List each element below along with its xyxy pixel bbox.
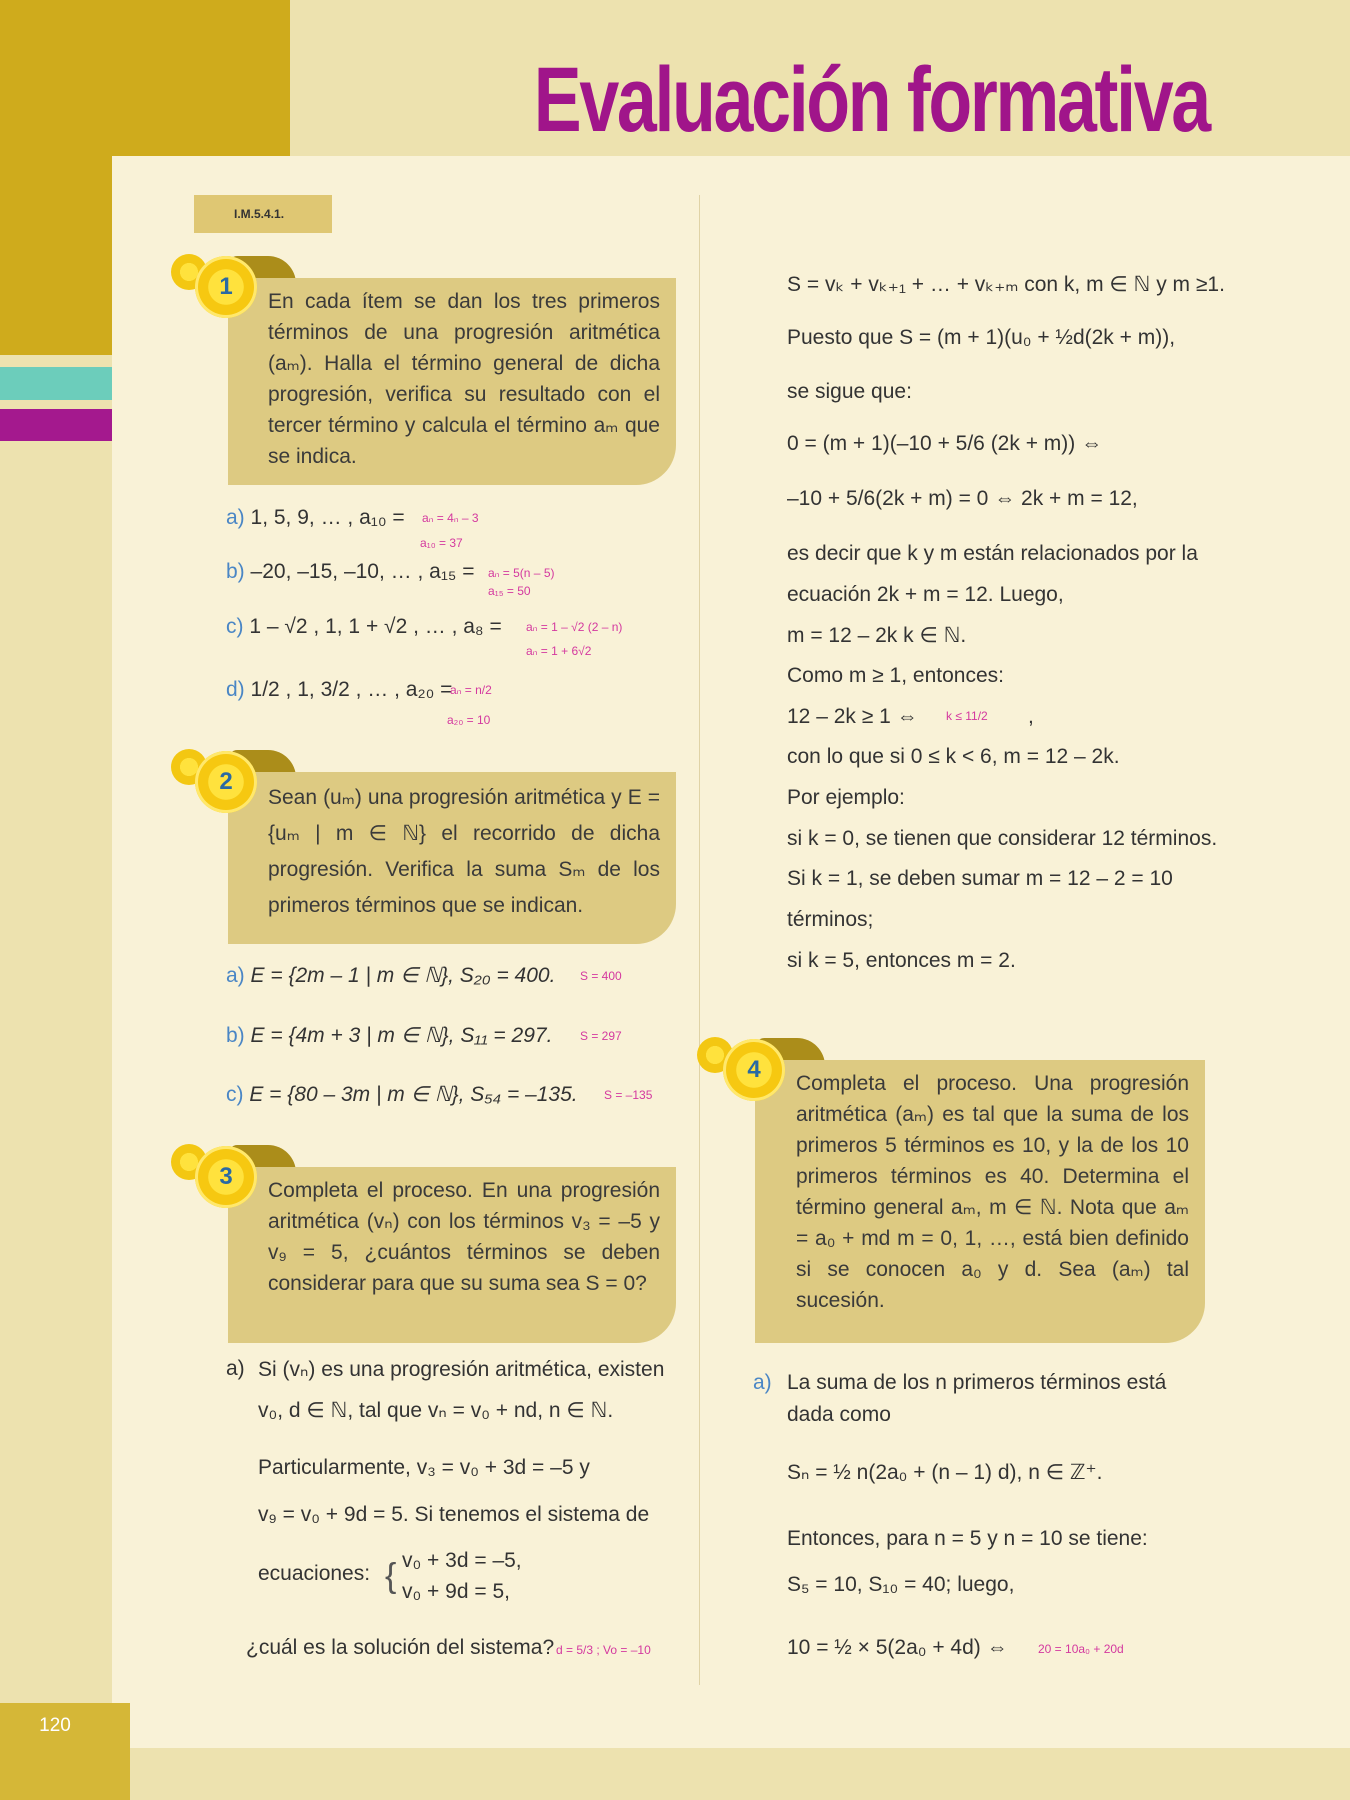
task-3-eq-1: v₀ + 3d = –5, xyxy=(402,1549,522,1572)
right-line-15: Si k = 1, se deben sumar m = 12 – 2 = 10 xyxy=(787,867,1173,890)
right-line-5: –10 + 5/6(2k + m) = 0 ⇔ 2k + m = 12, xyxy=(787,487,1138,510)
page-number: 120 xyxy=(39,1715,71,1736)
task-1-item-a: a) 1, 5, 9, … , a₁₀ = xyxy=(226,506,405,529)
task-2-box: Sean (uₘ) una progresión aritmética y E = {uₘ | m ∈ ℕ} el recorrido de dicha progresión. Verifica la suma Sₘ de los primeros términos que se indican. xyxy=(228,772,676,944)
task-4-line-2: dada como xyxy=(787,1403,891,1426)
right-line-16: términos; xyxy=(787,908,874,931)
task-4-line-3: Sₙ = ½ n(2a₀ + (n – 1) d), n ∈ ℤ⁺. xyxy=(787,1461,1103,1484)
task-4-answer: 20 = 10a₀ + 20d xyxy=(1038,1642,1124,1656)
task-2-badge: 2 xyxy=(195,751,257,813)
column-divider xyxy=(699,195,700,1685)
task-3-box: Completa el proceso. En una progresión aritmética (vₙ) con los términos v₃ = –5 y v₉ = 5, ¿cuántos términos se deben considerar para que su suma sea S = 0? xyxy=(228,1167,676,1343)
right-line-4: 0 = (m + 1)(–10 + 5/6 (2k + m)) ⇔ xyxy=(787,432,1103,455)
task-1-badge: 1 xyxy=(195,256,257,318)
teal-band xyxy=(0,367,112,400)
right-line-10: 12 – 2k ≥ 1 ⇔ xyxy=(787,705,918,728)
task-3-line-3: Particularmente, v₃ = v₀ + 3d = –5 y xyxy=(258,1456,590,1479)
right-line-8: m = 12 – 2k k ∈ ℕ. xyxy=(787,624,967,647)
task-3-eq-2: v₀ + 9d = 5, xyxy=(402,1580,510,1603)
right-line-3: se sigue que: xyxy=(787,380,912,403)
task-1-item-a-answer: aₙ = 4ₙ – 3 xyxy=(422,511,479,525)
task-1-item-c-answer: aₙ = 1 – √2 (2 – n) xyxy=(526,620,623,634)
task-1-item-c-answer2: aₙ = 1 + 6√2 xyxy=(526,644,592,658)
task-2-item-b-answer: S = 297 xyxy=(580,1029,622,1043)
right-line-17: si k = 5, entonces m = 2. xyxy=(787,949,1016,972)
task-1-item-b-answer: aₙ = 5(n – 5) xyxy=(488,566,555,580)
task-3-brace: { xyxy=(385,1557,397,1595)
task-4-box: Completa el proceso. Una progresión aritmética (aₘ) es tal que la suma de los primeros 5 términos es 10, y la de los 10 primeros términos es 40. Determina el término general aₘ, m ∈ ℕ. Nota que aₘ = a₀ + md m = 0, 1, …, está bien definido si se conocen a₀ y d. Sea (aₘ) tal sucesión. xyxy=(755,1060,1205,1343)
task-2-item-b: b) E = {4m + 3 | m ∈ ℕ}, S₁₁ = 297. xyxy=(226,1024,553,1047)
task-1-item-b: b) –20, –15, –10, … , a₁₅ = xyxy=(226,560,475,583)
right-answer: k ≤ 11/2 xyxy=(946,709,988,723)
task-1-item-b-answer2: a₁₅ = 50 xyxy=(488,584,531,598)
right-line-12: con lo que si 0 ≤ k < 6, m = 12 – 2k. xyxy=(787,745,1120,768)
right-line-9: Como m ≥ 1, entonces: xyxy=(787,664,1004,687)
task-3-line-8: ¿cuál es la solución del sistema? xyxy=(246,1636,555,1659)
task-2-item-c: c) E = {80 – 3m | m ∈ ℕ}, S₅₄ = –135. xyxy=(226,1083,578,1106)
task-1-item-d: d) 1/2 , 1, 3/2 , … , a₂₀ = xyxy=(226,678,453,701)
task-4-label-a: a) xyxy=(753,1371,772,1394)
page-title: Evaluación formativa xyxy=(533,49,1209,151)
task-1-item-c: c) 1 – √2 , 1, 1 + √2 , … , a₈ = xyxy=(226,615,502,638)
right-line-1: S = vₖ + vₖ₊₁ + … + vₖ₊ₘ con k, m ∈ ℕ y m ≥1. xyxy=(787,273,1225,296)
right-line-11: , xyxy=(1028,705,1034,728)
task-3-line-1: Si (vₙ) es una progresión aritmética, existen xyxy=(258,1358,665,1381)
right-line-6: es decir que k y m están relacionados por la xyxy=(787,542,1198,565)
task-3-answer: d = 5/3 ; Vo = –10 xyxy=(556,1643,651,1657)
task-1-item-a-answer2: a₁₀ = 37 xyxy=(420,536,463,550)
task-4-line-4: Entonces, para n = 5 y n = 10 se tiene: xyxy=(787,1527,1148,1550)
right-line-7: ecuación 2k + m = 12. Luego, xyxy=(787,583,1064,606)
right-line-14: si k = 0, se tienen que considerar 12 términos. xyxy=(787,827,1218,850)
magenta-band xyxy=(0,409,112,441)
task-3-label-a: a) xyxy=(226,1357,245,1380)
task-2-item-c-answer: S = –135 xyxy=(604,1088,653,1102)
task-4-line-6: 10 = ½ × 5(2a₀ + 4d) ⇔ xyxy=(787,1636,1008,1659)
task-3-line-4: v₉ = v₀ + 9d = 5. Si tenemos el sistema de xyxy=(258,1503,650,1526)
task-4-line-5: S₅ = 10, S₁₀ = 40; luego, xyxy=(787,1573,1015,1596)
right-line-13: Por ejemplo: xyxy=(787,786,905,809)
right-line-2: Puesto que S = (m + 1)(u₀ + ½d(2k + m)), xyxy=(787,326,1176,349)
task-4-line-1: La suma de los n primeros términos está xyxy=(787,1371,1167,1394)
indicator-code: I.M.5.4.1. xyxy=(194,195,332,233)
task-2-item-a: a) E = {2m – 1 | m ∈ ℕ}, S₂₀ = 400. xyxy=(226,964,556,987)
task-1-item-d-answer2: a₂₀ = 10 xyxy=(447,713,491,727)
task-1-box: En cada ítem se dan los tres primeros términos de una progresión aritmética (aₘ). Halla el término general de dicha progresión, verifica su resultado con el tercer término y calcula el término aₘ que se indica. xyxy=(228,278,676,485)
task-1-item-d-answer: aₙ = n/2 xyxy=(450,683,492,697)
task-4-badge: 4 xyxy=(723,1039,785,1101)
task-3-line-5: ecuaciones: xyxy=(258,1562,371,1585)
task-3-line-2: v₀, d ∈ ℕ, tal que vₙ = v₀ + nd, n ∈ ℕ. xyxy=(258,1399,614,1422)
task-2-item-a-answer: S = 400 xyxy=(580,969,622,983)
task-3-badge: 3 xyxy=(195,1146,257,1208)
